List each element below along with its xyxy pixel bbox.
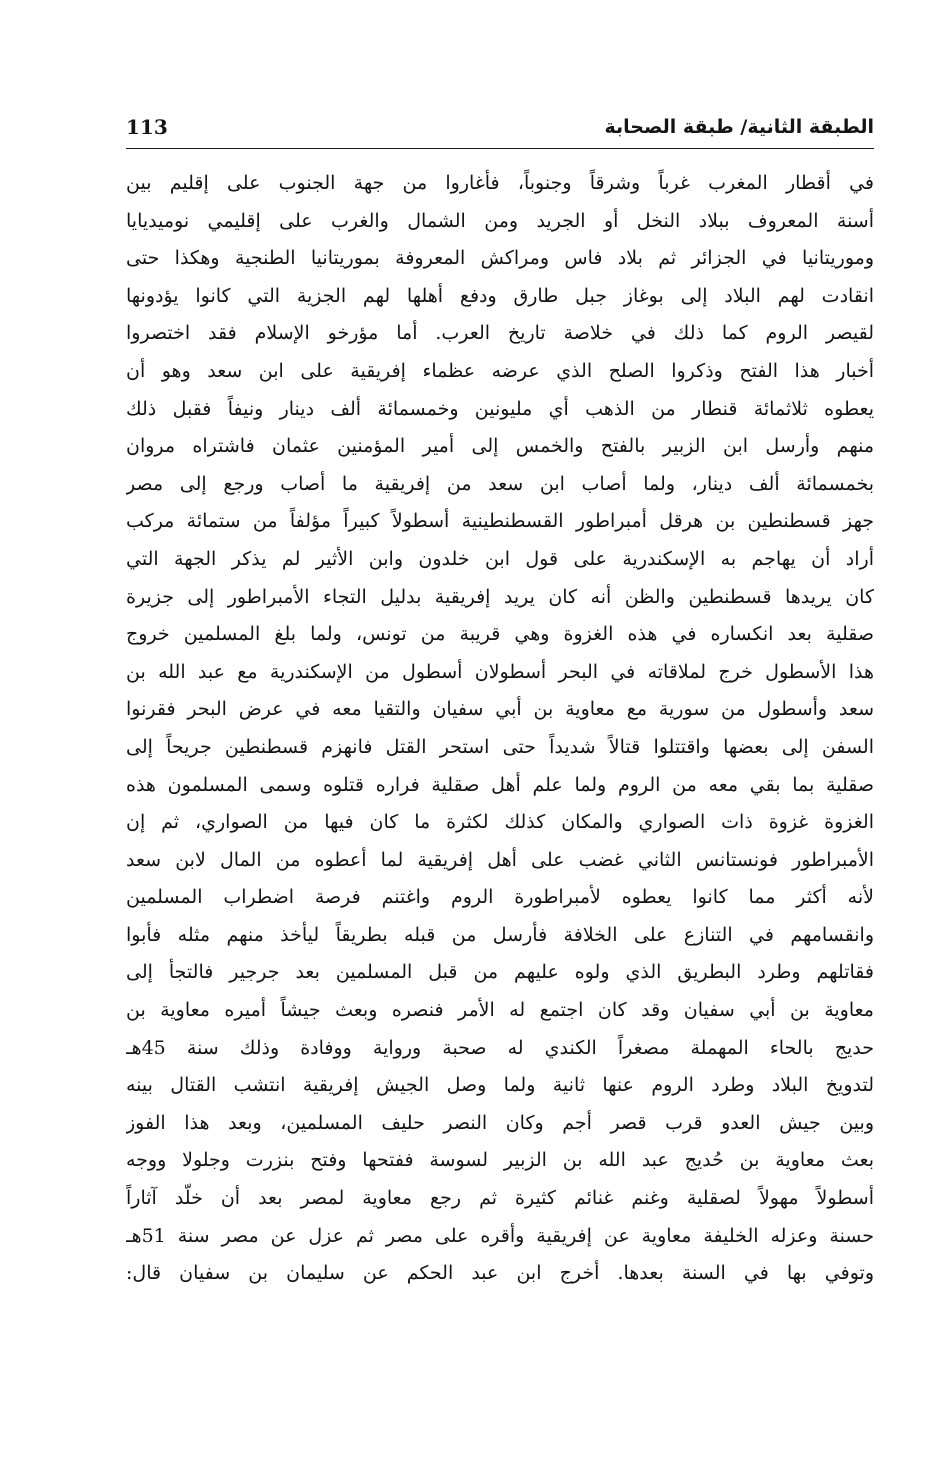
text-line: السفن إلى بعضها واقتتلوا قتالاً شديداً حتى استحر القتل فانهزم قسطنطين جريحاً إلى <box>126 735 874 758</box>
text-line: صقلية بما بقي معه من الروم ولما علم أهل صقلية فراره قتلوه وسمى المسلمون هذه <box>126 773 874 796</box>
text-line: كان يريدها قسطنطين والظن أنه كان يريد إفريقية بدليل التجاء الأمبراطور إلى جزيرة <box>126 585 874 608</box>
text-line: انقادت لهم البلاد إلى بوغاز جبل طارق ودفع أهلها لهم الجزية التي كانوا يؤدونها <box>126 284 874 307</box>
text-line: معاوية بن أبي سفيان وقد كان اجتمع له الأمر فنصره وبعث جيشاً أميره معاوية بن <box>126 999 874 1022</box>
text-line: صقلية بعد انكساره في هذه الغزوة وهي قريبة من تونس، ولما بلغ المسلمين خروج <box>126 623 874 646</box>
text-line: وتوفي بها في السنة بعدها. أخرج ابن عبد الحكم عن سليمان بن سفيان قال: <box>126 1262 874 1285</box>
text-line: في أقطار المغرب غرباً وشرقاً وجنوباً، فأغاروا من جهة الجنوب على إقليم بين <box>126 172 874 194</box>
text-line: الغزوة غزوة ذات الصواري والمكان كذلك لكثرة ما كان فيها من الصواري، ثم إن <box>126 811 874 834</box>
text-line: حسنة وعزله الخليفة معاوية عن إفريقية وأقره على مصر ثم عزل عن مصر سنة 51هـ <box>126 1224 874 1247</box>
text-line: حديج بالحاء المهملة مصغراً الكندي له صحبة ورواية ووفادة وذلك سنة 45هـ <box>126 1036 874 1059</box>
text-line: منهم وأرسل ابن الزبير بالفتح والخمس إلى أمير المؤمنين عثمان فاشتراه مروان <box>126 435 874 458</box>
page-number: 113 <box>126 115 168 139</box>
text-line: وانقسامهم في التنازع على الخلافة فأرسل من قبله بطريقاً ليأخذ منهم مثله فأبوا <box>126 923 874 946</box>
text-line: الأمبراطور فونستانس الثاني غضب على أهل إفريقية لما أعطوه من المال لابن سعد <box>126 848 874 871</box>
text-line: لتدويخ البلاد وطرد الروم عنها ثانية ولما وصل الجيش إفريقية انتشب القتال بينه <box>126 1074 874 1097</box>
text-line: هذا الأسطول خرج لملاقاته في البحر أسطولان أسطول من الإسكندرية مع عبد الله بن <box>126 660 874 683</box>
body-text <box>126 165 874 1293</box>
text-line: سعد وأسطول من سورية مع معاوية بن أبي سفيان والتقيا معه في عرض البحر فقرنوا <box>126 698 874 721</box>
text-line: فقاتلهم وطرد البطريق الذي ولوه عليهم من قبل المسلمين بعد جرجير فالتجأ إلى <box>126 961 874 984</box>
text-line: لأنه أكثر مما كانوا يعطوه لأمبراطورة الروم واغتنم فرصة اضطراب المسلمين <box>126 886 874 909</box>
header-rule <box>126 148 874 149</box>
text-line: أخبار هذا الفتح وذكروا الصلح الذي عرضه عظماء إفريقية على ابن سعد وهو أن <box>126 359 874 382</box>
text-line: وموريتانيا في الجزائر ثم بلاد فاس ومراكش المعروفة بموريتانيا الطنجية وهكذا حتى <box>126 247 874 270</box>
text-line: لقيصر الروم كما ذلك في خلاصة تاريخ العرب. أما مؤرخو الإسلام فقد اختصروا <box>126 322 874 345</box>
running-header <box>126 112 874 146</box>
text-line: جهز قسطنطين بن هرقل أمبراطور القسطنطينية أسطولاً كبيراً مؤلفاً من ستمائة مركب <box>126 510 874 533</box>
text-line: أراد أن يهاجم به الإسكندرية على قول ابن خلدون وابن الأثير لم يذكر الجهة التي <box>126 547 874 570</box>
text-line: بعث معاوية بن حُديج عبد الله بن الزبير لسوسة ففتحها وفتح بنزرت وجلولا ووجه <box>126 1149 874 1172</box>
text-line: أسطولاً مهولاً لصقلية وغنم غنائم كثيرة ثم رجع معاوية لمصر بعد أن خلّد آثاراً <box>126 1187 874 1210</box>
text-line: وبين جيش العدو قرب قصر أجم وكان النصر حليف المسلمين، وبعد هذا الفوز <box>126 1111 874 1134</box>
text-line: بخمسمائة ألف دينار، ولما أصاب ابن سعد من إفريقية ما أصاب ورجع إلى مصر <box>126 472 874 495</box>
running-title: الطبقة الثانية/ طبقة الصحابة <box>604 116 874 138</box>
text-line: أسنة المعروف ببلاد النخل أو الجريد ومن الشمال والغرب على إقليمي نوميديايا <box>126 209 874 232</box>
text-line: يعطوه ثلاثمائة قنطار من الذهب أي مليونين وخمسمائة ألف دينار ونيفاً فقبل ذلك <box>126 397 874 420</box>
